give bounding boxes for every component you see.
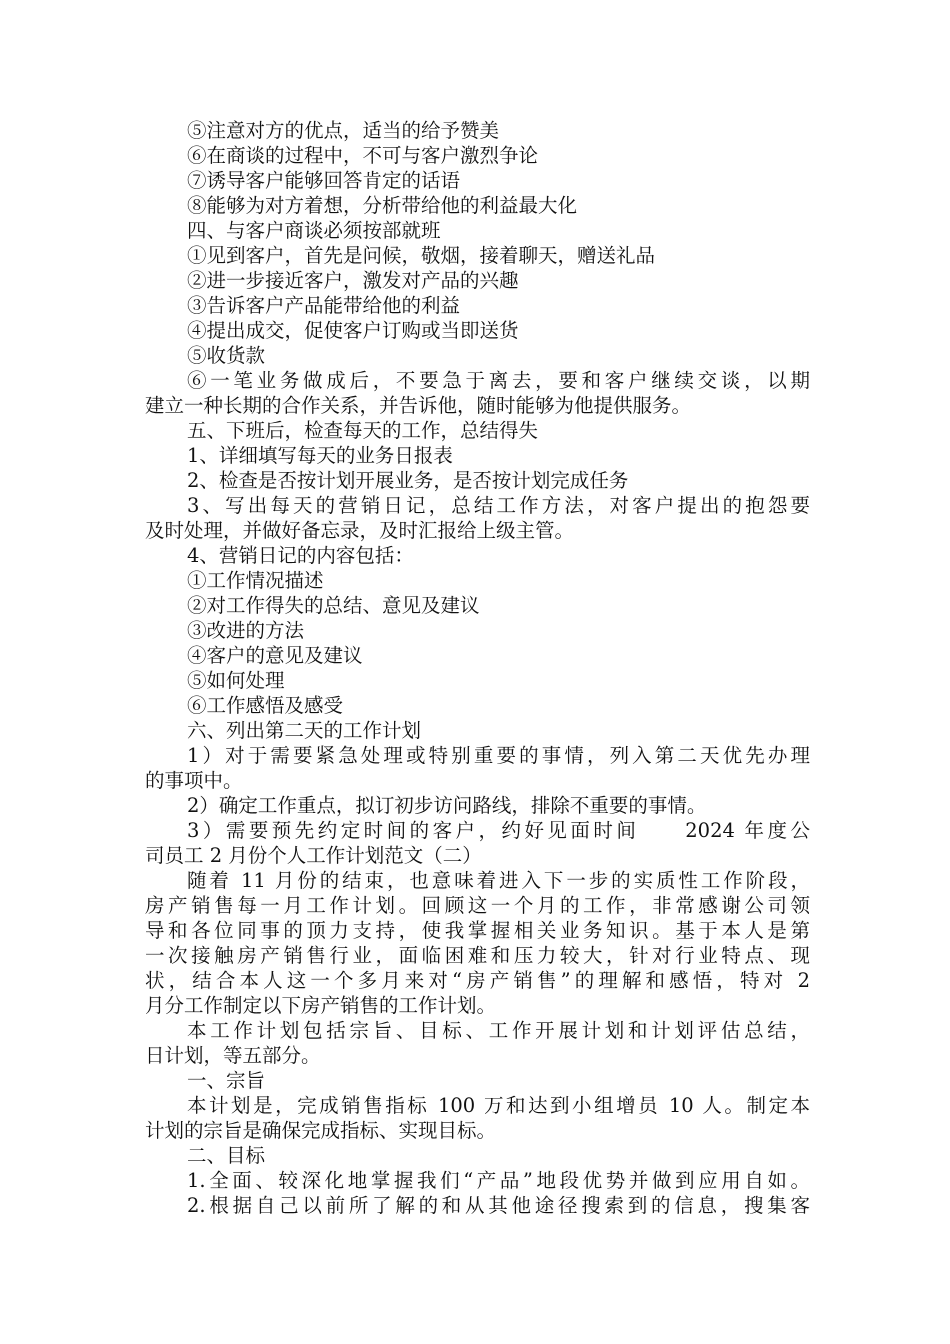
text-line: 一次接触房产销售行业，面临困难和压力较大，针对行业特点、现 xyxy=(145,944,810,967)
text-line: 状，结合本人这一个多月来对“房产销售”的理解和感悟，特对 2 xyxy=(145,969,810,992)
text-line: 司员工 2 月份个人工作计划范文（二） xyxy=(145,844,482,867)
text-line: 一、宗旨 xyxy=(187,1069,266,1092)
text-line: 日计划，等五部分。 xyxy=(145,1044,321,1067)
text-line: ⑤注意对方的优点，适当的给予赞美 xyxy=(187,119,500,142)
text-line: 3、写出每天的营销日记，总结工作方法，对客户提出的抱怨要 xyxy=(187,494,810,517)
text-line: 四、与客户商谈必须按部就班 xyxy=(187,219,441,242)
text-line: ①见到客户，首先是问候，敬烟，接着聊天，赠送礼品 xyxy=(187,244,656,267)
text-line: 六、列出第二天的工作计划 xyxy=(187,719,422,742)
text-line: 2.根据自己以前所了解的和从其他途径搜索到的信息，搜集客 xyxy=(187,1194,810,1217)
text-line: ①工作情况描述 xyxy=(187,569,324,592)
text-line: ④提出成交，促使客户订购或当即送货 xyxy=(187,319,519,342)
text-line: ②进一步接近客户，激发对产品的兴趣 xyxy=(187,269,519,292)
text-line: ⑤如何处理 xyxy=(187,669,285,692)
text-line: 导和各位同事的顶力支持，使我掌握相关业务知识。基于本人是第 xyxy=(145,919,810,942)
text-line: 房产销售每一月工作计划。回顾这一个月的工作，非常感谢公司领 xyxy=(145,894,810,917)
text-line: ②对工作得失的总结、意见及建议 xyxy=(187,594,480,617)
text-line: 1.全面、较深化地掌握我们“产品”地段优势并做到应用自如。 xyxy=(187,1169,810,1192)
text-line: 月分工作制定以下房产销售的工作计划。 xyxy=(145,994,497,1017)
text-line: 本工作计划包括宗旨、目标、工作开展计划和计划评估总结， xyxy=(187,1019,810,1042)
text-line: 及时处理，并做好备忘录，及时汇报给上级主管。 xyxy=(145,519,575,542)
text-line: 本计划是，完成销售指标 100 万和达到小组增员 10 人。制定本 xyxy=(187,1094,810,1117)
text-line: ⑤收货款 xyxy=(187,344,266,367)
text-line: 随着 11 月份的结束，也意味着进入下一步的实质性工作阶段， xyxy=(187,869,810,892)
text-line: ③告诉客户产品能带给他的利益 xyxy=(187,294,461,317)
text-line: 的事项中。 xyxy=(145,769,243,792)
text-line: ④客户的意见及建议 xyxy=(187,644,363,667)
text-line: 3）需要预先约定时间的客户，约好见面时间 2024 年度公 xyxy=(187,819,810,842)
text-line: ③改进的方法 xyxy=(187,619,305,642)
text-line: ⑧能够为对方着想，分析带给他的利益最大化 xyxy=(187,194,578,217)
text-line: ⑦诱导客户能够回答肯定的话语 xyxy=(187,169,461,192)
text-line: 2）确定工作重点，拟订初步访问路线，排除不重要的事情。 xyxy=(187,794,707,817)
text-line: ⑥工作感悟及感受 xyxy=(187,694,344,717)
text-line: 计划的宗旨是确保完成指标、实现目标。 xyxy=(145,1119,497,1142)
text-line: 4、营销日记的内容包括： xyxy=(187,544,414,567)
text-line: 2、检查是否按计划开展业务，是否按计划完成任务 xyxy=(187,469,629,492)
text-line: ⑥一笔业务做成后，不要急于离去，要和客户继续交谈，以期 xyxy=(187,369,810,392)
text-line: ⑥在商谈的过程中，不可与客户激烈争论 xyxy=(187,144,539,167)
text-line: 1）对于需要紧急处理或特别重要的事情，列入第二天优先办理 xyxy=(187,744,810,767)
text-line: 五、下班后，检查每天的工作，总结得失 xyxy=(187,419,539,442)
text-line: 建立一种长期的合作关系，并告诉他，随时能够为他提供服务。 xyxy=(145,394,692,417)
text-line: 1、详细填写每天的业务日报表 xyxy=(187,444,453,467)
text-line: 二、目标 xyxy=(187,1144,266,1167)
document-page xyxy=(145,118,810,1218)
